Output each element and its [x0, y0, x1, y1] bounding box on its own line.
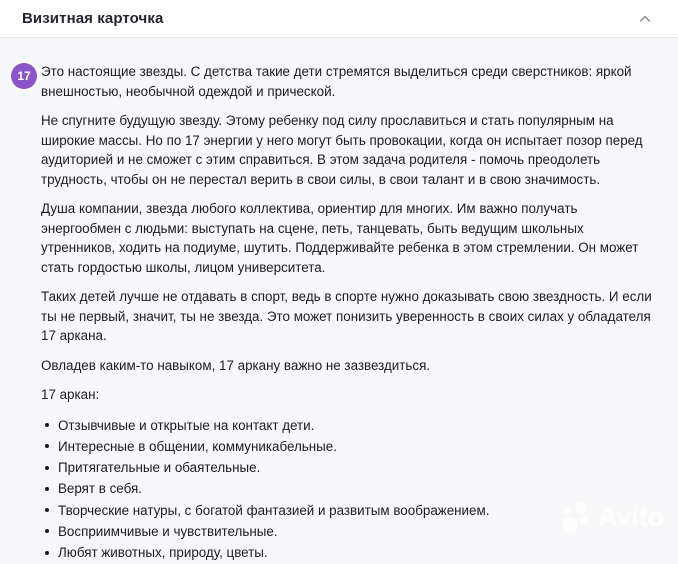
chevron-up-icon: [638, 14, 652, 24]
description-text: [41, 62, 659, 564]
description-paragraph: Не спугните будущую звезду. Этому ребенку под силу прославиться и стать популярным на широкие массы. Но по 17 энергии у него могут быть провокации, когда он испытает позор перед аудиторией и не сможет с этим справиться. В этом задача родителя - помочь преодолеть трудность, чтобы он не перестал верить в свои силы, в свои талант и в свою значимость.: [41, 113, 643, 187]
description-paragraph: Это настоящие звезды. С детства такие дети стремятся выделиться среди сверстников: яркой внешностью, необычной одеждой и прической.: [41, 64, 632, 99]
list-item: Восприимчивые и чувствительные.: [41, 521, 659, 542]
list-item: Верят в себя.: [41, 478, 659, 499]
description-paragraph: Душа компании, звезда любого коллектива, ориентир для многих. Им важно получать энергообмен с людьми: выступать на сцене, петь, танцевать, быть ведущим школьных утренников, ходить на подиуме, шутить. Поддерживайте ребенка в этом стремлении. Он может стать гордостью школы, лицом университета.: [41, 201, 639, 275]
description-body: [0, 38, 678, 564]
list-item: Творческие натуры, с богатой фантазией и развитым воображением.: [41, 500, 659, 521]
section-title: Визитная карточка: [22, 10, 164, 27]
section-header[interactable]: [0, 0, 678, 38]
list-item: Притягательные и обаятельные.: [41, 457, 659, 478]
arcana-list-heading: 17 аркан:: [41, 387, 100, 402]
list-item: Отзывчивые и открытые на контакт дети.: [41, 415, 659, 436]
collapse-button[interactable]: [636, 12, 654, 26]
description-paragraph: Овладев каким-то навыком, 17 аркану важно не зазвездиться.: [41, 357, 431, 373]
arcana-number-badge: 17: [11, 63, 37, 89]
avito-wordmark: Avito: [597, 501, 664, 532]
list-item: Любят животных, природу, цветы.: [41, 542, 659, 563]
description-paragraph: Таких детей лучше не отдавать в спорт, ведь в спорте нужно доказывать свою звездность. И если ты не первый, значит, ты не звезда. Это может понизить уверенность в своих силах у обладателя 17 аркана.: [41, 289, 652, 343]
traits-list: [41, 415, 659, 564]
list-item: Интересные в общении, коммуникабельные.: [41, 436, 659, 457]
